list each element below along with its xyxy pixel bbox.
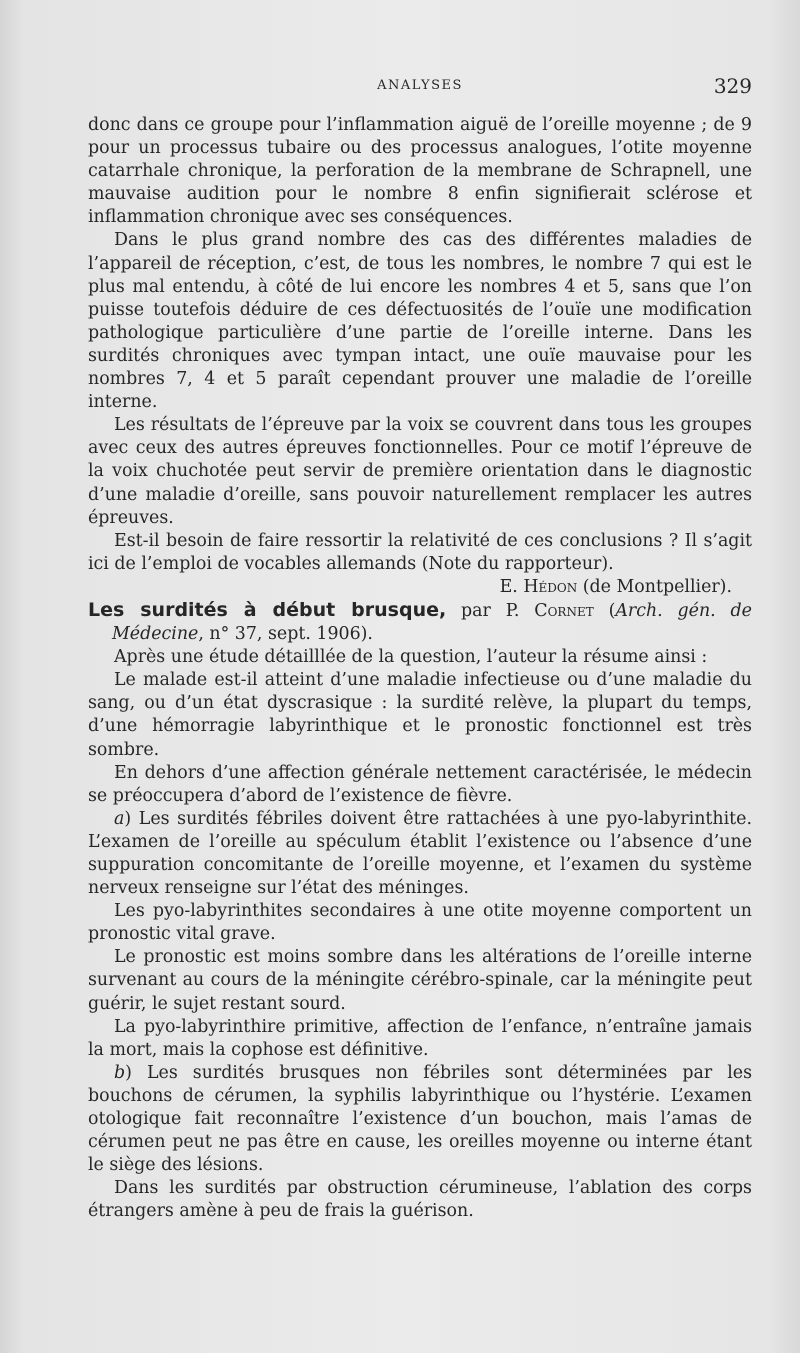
- article-journal: Arch. gén. de Médecine: [112, 600, 752, 645]
- paragraph: La pyo-labyrinthire primitive, affection de l’enfance, n’entraîne jamais la mort, mais la cophose est définitive.: [88, 1016, 752, 1060]
- paragraph: Les résultats de l’épreuve par la voix se couvrent dans tous les groupes avec ceux des autres épreuves fonctionnelles. Pour ce motif l’épreuve de la voix chuchotée peut servir de première orientation dans le diagnostic d’une maladie d’oreille, sans pouvoir naturellement remplacer les autres épreuves.: [88, 415, 752, 528]
- paragraph: Dans les surdités par obstruction cérumineuse, l’ablation des corps étrangers amène à peu de frais la guérison.: [88, 1178, 752, 1222]
- section-b-text: ) Les surdités brusques non fébriles sont déterminées par les bouchons de cérumen, la syphilis labyrinthique ou l’hystérie. L’examen otologique fait reconnaître l’existence d’un bouchon, mais l’amas de cérumen peut ne pas être en cause, les oreilles moyenne ou interne étant le siège des lésions.: [88, 1062, 752, 1176]
- signature-place: (de Montpellier).: [577, 576, 732, 597]
- paragraph: Le malade est-il atteint d’une maladie infectieuse ou d’une maladie du sang, ou d’un état dyscrasique : la surdité relève, la plupart du temps, d’une hémorragie labyrinthique et le pronostic fonctionnel est très sombre.: [88, 670, 752, 760]
- section-a-letter: a: [114, 808, 125, 829]
- reviewer-signature: [88, 576, 752, 599]
- article-author: Cornet: [534, 600, 594, 621]
- section-a: [88, 808, 752, 900]
- paragraph: Le pronostic est moins sombre dans les altérations de l’oreille interne survenant au cours de la méningite cérébro-spinale, car la méningite peut guérir, le sujet restant sourd.: [88, 947, 752, 1014]
- section-b-letter: b: [114, 1062, 126, 1083]
- article-title: Les surdités à début brusque,: [88, 598, 447, 621]
- section-b: [88, 1062, 752, 1177]
- body-text: [88, 114, 752, 1224]
- signature-name: Hédon: [523, 576, 578, 597]
- signature-initial: E.: [499, 576, 524, 597]
- article-open-paren: (: [593, 600, 616, 621]
- section-a-text: ) Les surdités fébriles doivent être rattachées à une pyo-labyrinthite. L’examen de l’oreille au spéculum établit l’existence ou l’absence d’une suppuration concomitante de l’oreille moyenne, et l’examen du système nerveux renseigne sur l’état des méninges.: [88, 808, 752, 899]
- article-issue: , n° 37, sept. 1906).: [198, 624, 373, 645]
- article-heading: [88, 599, 752, 646]
- paragraph: Est-il besoin de faire ressortir la relativité de ces conclusions ? Il s’agit ici de l’emploi de vocables allemands (Note du rapporteur).: [88, 530, 752, 574]
- running-title: ANALYSES: [377, 78, 463, 93]
- paragraph: En dehors d’une affection générale nettement caractérisée, le médecin se préoccupera d’abord de l’existence de fièvre.: [88, 762, 752, 806]
- page-number: 329: [713, 74, 752, 98]
- paragraph: Dans le plus grand nombre des cas des différentes maladies de l’appareil de réception, c’est, de tous les nombres, le nombre 7 qui est le plus mal entendu, à côté de lui encore les nombres 4 et 5, sans que l’on puisse toutefois déduire de ces défectuosités de l’ouïe une modification pathologique particulière d’une partie de l’oreille interne. Dans les surdités chroniques avec tympan intact, une ouïe mauvaise pour les nombres 7, 4 et 5 paraît cependant prouver une maladie de l’oreille interne.: [88, 230, 752, 413]
- paragraph: Les pyo-labyrinthites secondaires à une otite moyenne comportent un pronostic vital grave.: [88, 901, 752, 945]
- article-by: par P.: [446, 600, 535, 621]
- paragraph: Après une étude détailllée de la question, l’auteur la résume ainsi :: [114, 647, 708, 668]
- paragraph: donc dans ce groupe pour l’inflammation aiguë de l’oreille moyenne ; de 9 pour un processus tubaire ou des processus analogues, l’otite moyenne catarrhale chronique, la perforation de la membrane de Schrapnell, une mauvaise audition pour le nombre 8 enfin signifierait sclérose et inflammation chronique avec ses conséquences.: [88, 115, 752, 228]
- page-header: [88, 74, 752, 102]
